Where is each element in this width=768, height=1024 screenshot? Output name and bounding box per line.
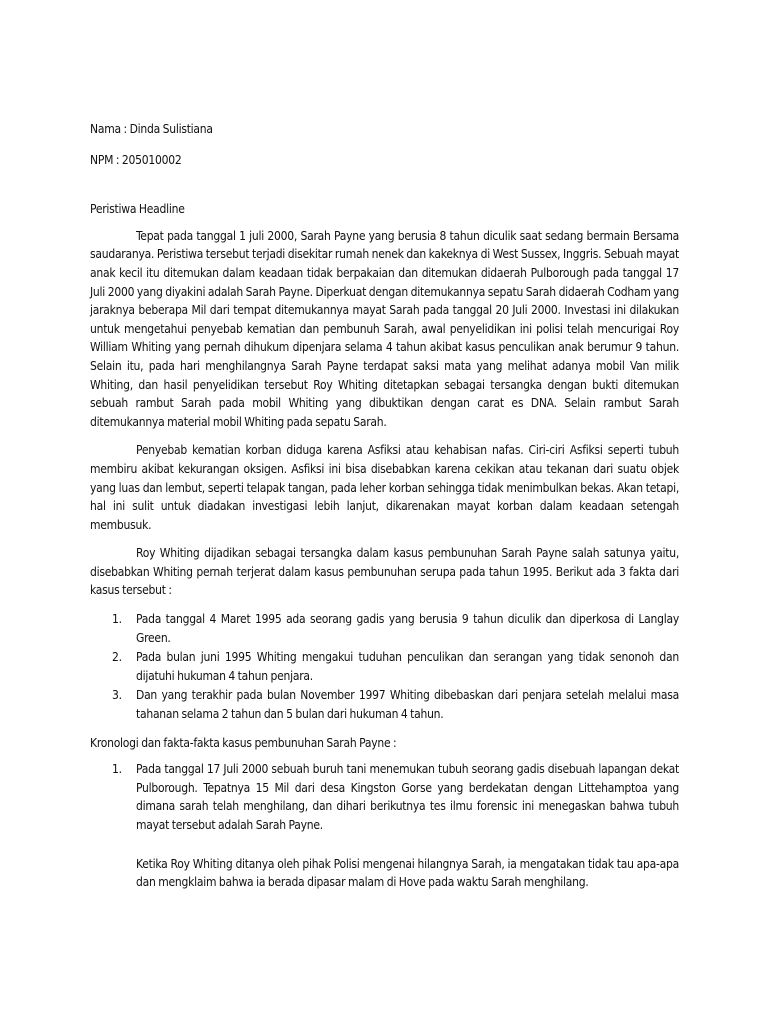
paragraph-suspect: Roy Whiting dijadikan sebagai tersangka dalam kasus pembunuhan Sarah Payne salah satunya yaitu, disebabkan Whiting pernah terjerat dalam kasus pembunuhan serupa pada tahun 1995. Berikut ada 3 fakta dari kasus tersebut : [90, 546, 679, 598]
list-item-text: Pada bulan juni 1995 Whiting mengakui tuduhan penculikan dan serangan yang tidak senonoh dan dijatuhi hukuman 4 tahun penjara. [136, 650, 679, 683]
list-item [90, 760, 679, 892]
paragraph-headline-event: Tepat pada tanggal 1 juli 2000, Sarah Payne yang berusia 8 tahun diculik saat sedang bermain Bersama saudaranya. Peristiwa tersebut terjadi disekitar rumah nenek dan kakeknya di West Sussex, Inggris. Sebuah mayat anak kecil itu ditemukan dalam keadaan tidak berpakaian dan ditemukan didaerah Pulborough pada tanggal 17 Juli 2000 yang diyakini adalah Sarah Payne. Diperkuat dengan ditemukannya sepatu Sarah didaerah Codham yang jaraknya beberapa Mil dari tempat ditemukannya mayat Sarah pada tanggal 20 Juli 2000. Investasi ini dilakukan untuk mengetahui penyebab kematian dan pembunuh Sarah, awal penyelidikan ini polisi telah mencurigai Roy William Whiting yang pernah dihukum dipenjara selama 4 tahun akibat kasus penculikan anak berumur 9 tahun. Selain itu, pada hari menghilangnya Sarah Payne terdapat saksi mata yang melihat adanya mobil Van milik Whiting, dan hasil penyelidikan tersebut Roy Whiting ditetapkan sebagai tersangka dengan bukti ditemukan sebuah rambut Sarah pada mobil Whiting yang dibuktikan dengan carat es DNA. Selain rambut Sarah ditemukannya material mobil Whiting pada sepatu Sarah. [90, 228, 679, 429]
section-heading-chronology: Kronologi dan fakta-fakta kasus pembunuhan Sarah Payne : [90, 735, 397, 750]
list-item [90, 686, 679, 723]
chronology-list [90, 760, 679, 892]
list-item-text: Pada tanggal 17 Juli 2000 sebuah buruh tani menemukan tubuh seorang gadis disebuah lapangan dekat Pulborough. Tepatnya 15 Mil dari desa Kingston Gorse yang berdekatan dengan Littehamptoa yang dimana sarah telah menghilang, dan dihari berikutnya tes ilmu forensic ini menegaskan bahwa tubuh mayat tersebut adalah Sarah Payne. [136, 762, 679, 832]
paragraph-cause-of-death: Penyebab kematian korban diduga karena Asfiksi atau kehabisan nafas. Ciri-ciri Asfiksi seperti tubuh membiru akibat kekurangan oksigen. Asfiksi ini bisa disebabkan karena cekikan atau tekanan dari suatu objek yang luas dan lembut, seperti telapak tangan, pada leher korban sehingga tidak menimbulkan bekas. Akan tetapi, hal ini sulit untuk diadakan investigasi lebih lanjut, dikarenakan mayat korban dalam keadaan setengah membusuk. [90, 443, 679, 532]
facts-list [90, 610, 679, 724]
list-item-text: Pada tanggal 4 Maret 1995 ada seorang gadis yang berusia 9 tahun diculik dan diperkosa di Langlay Green. [136, 612, 679, 645]
document-body [90, 120, 679, 902]
list-item-number: 1. [112, 612, 122, 627]
section-heading-headline: Peristiwa Headline [90, 202, 185, 217]
student-npm: NPM : 205010002 [90, 152, 182, 167]
list-item-text: Dan yang terakhir pada bulan November 1997 Whiting dibebaskan dari penjara setelah melalui masa tahanan selama 2 tahun dan 5 bulan dari hukuman 4 tahun. [136, 688, 679, 722]
list-item [90, 648, 679, 685]
list-item-followup: Ketika Roy Whiting ditanya oleh pihak Polisi mengenai hilangnya Sarah, ia mengatakan tidak tau apa-apa dan mengklaim bahwa ia berada dipasar malam di Hove pada waktu Sarah menghilang. [136, 856, 679, 890]
student-name: Nama : Dinda Sulistiana [90, 122, 213, 136]
list-item-number: 3. [112, 688, 122, 703]
list-item-number: 2. [112, 650, 122, 665]
list-item-number: 1. [112, 762, 122, 777]
list-item [90, 610, 679, 647]
